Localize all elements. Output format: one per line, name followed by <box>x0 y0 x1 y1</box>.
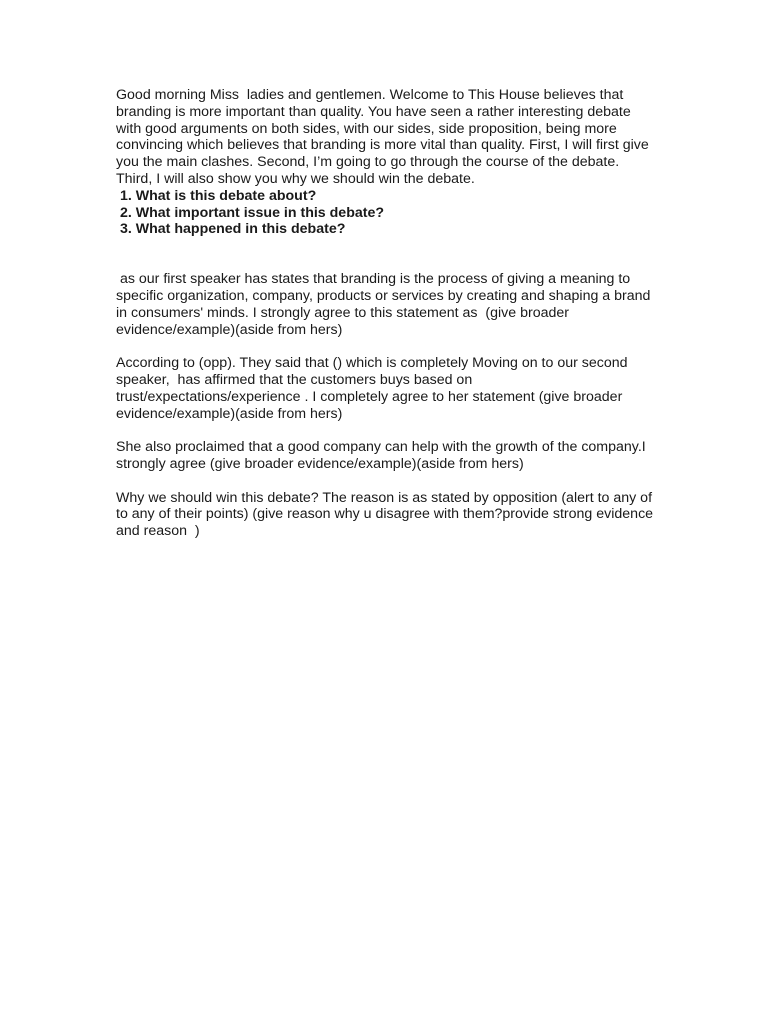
spacer <box>116 473 656 490</box>
spacer <box>116 238 656 271</box>
document-body <box>116 87 656 540</box>
question-item: 2. What important issue in this debate? <box>116 204 385 221</box>
company-growth-paragraph: She also proclaimed that a good company can help with the growth of the company.I strongly agree (give broader evidence/example)(aside from hers) <box>116 439 650 472</box>
question-item: 3. What happened in this debate? <box>116 221 346 238</box>
question-item: 1. What is this debate about? <box>116 187 317 204</box>
intro-paragraph: Good morning Miss ladies and gentlemen. Welcome to This House believes that branding is more important than quality. You have seen a rather interesting debate with good arguments on both sides, with our sides, side proposition, being more convincing which believes that branding is more vital than quality. First, I will first give you the main clashes. Second, I’m going to go through the course of the debate. Third, I will also show you why we should win the debate. <box>116 87 653 187</box>
second-speaker-paragraph: According to (opp). They said that () which is completely Moving on to our second speaker, has affirmed that the customers buys based on trust/expectations/experience . I completely agree to her statement (give broader evidence/example)(aside from hers) <box>116 355 632 422</box>
spacer <box>116 422 656 439</box>
first-speaker-paragraph: as our first speaker has states that branding is the process of giving a meaning to specific organization, company, products or services by creating and shaping a brand in consumers' minds. I strongly agree to this statement as (give broader evidence/example)(aside from hers) <box>116 271 655 338</box>
question-list <box>116 188 656 238</box>
why-win-paragraph: Why we should win this debate? The reason is as stated by opposition (alert to any of to any of their points) (give reason why u disagree with them?provide strong evidence and reason ) <box>116 489 658 540</box>
spacer <box>116 338 656 355</box>
